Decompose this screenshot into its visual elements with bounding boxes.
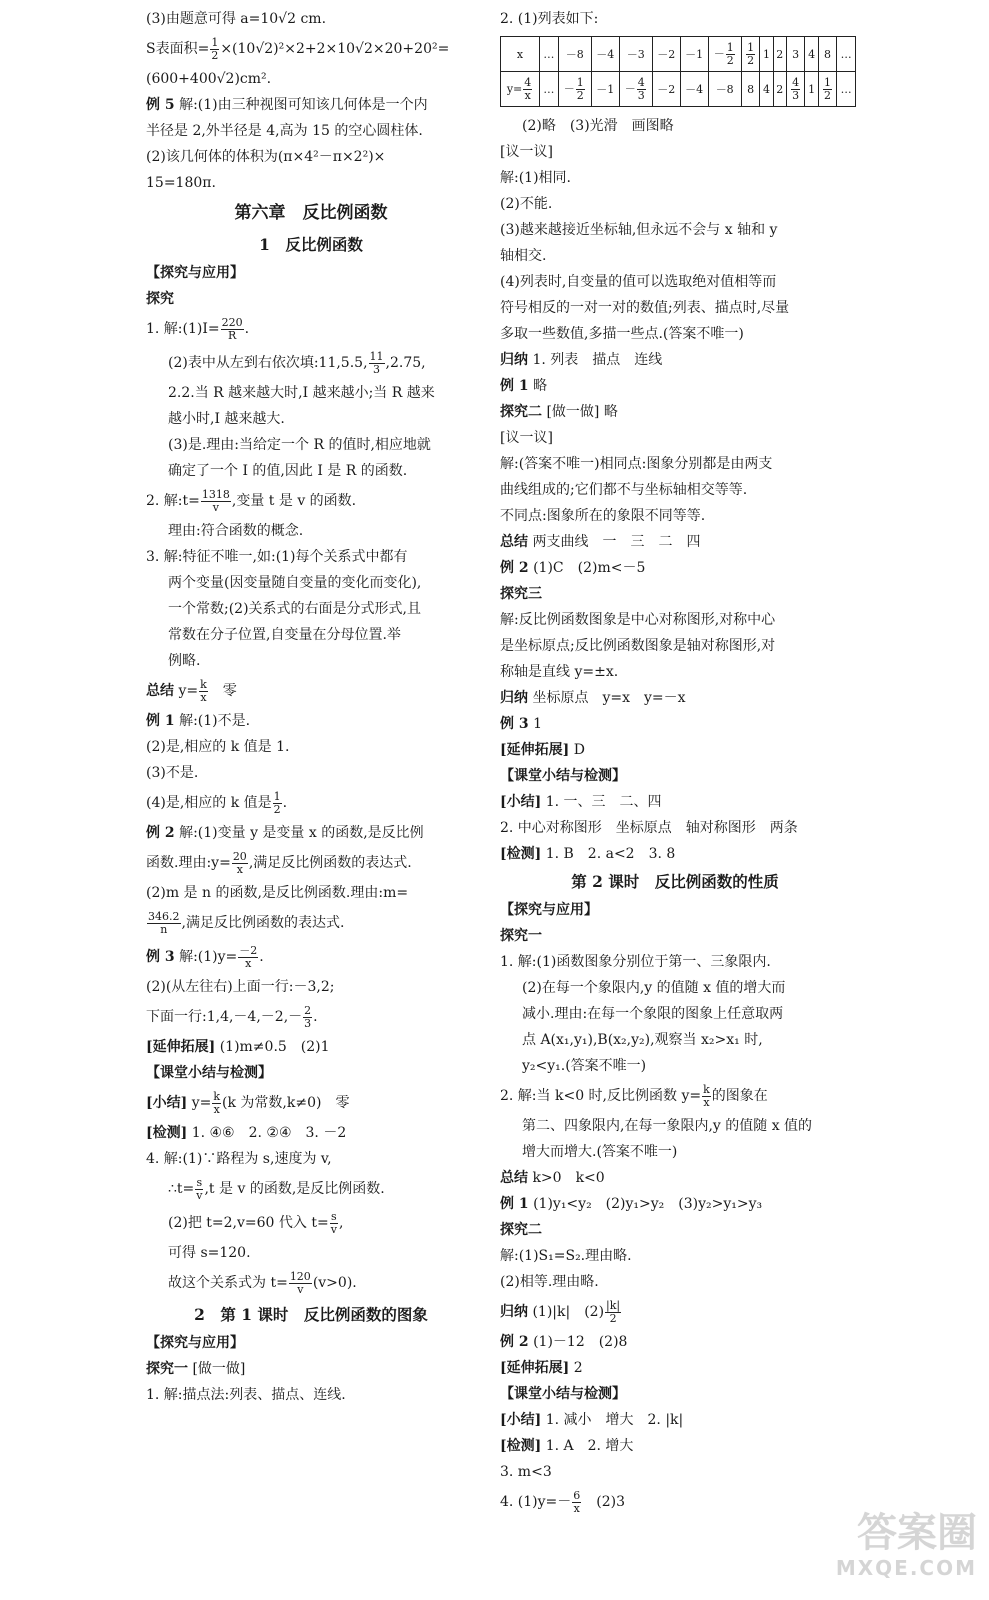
watermark-url: MXQE.COM [835,1556,977,1580]
subsection-label: 探究二 [500,1222,542,1238]
text-line: 例 2 (1)－12 (2)8 [500,1334,628,1350]
text-line: 2. 解:当 k<0 时,反比例函数 y= $\frac{k}{x}$ 的图象在 [500,1082,768,1109]
text-line: 例 2 解:(1)变量 y 是变量 x 的函数,是反比例 [146,825,424,841]
table-cell: － $\frac{1}{2}$ [708,37,741,72]
text-line: (2)表中从左到右依次填:11,5.5, $\frac{11}{3}$ ,2.75, [168,349,426,376]
text-line: $\frac{346.2}{n}$ ,满足反比例函数的表达式. [148,909,345,936]
fraction: $\frac{1}{2}$ [824,75,832,102]
right-column [500,6,850,1519]
fraction: $\frac{6}{x}$ [573,1488,581,1515]
text-line: [检测] 1. A 2. 增大 [500,1438,634,1454]
text-line: 总结 k>0 k<0 [500,1170,605,1186]
text-line: (2)略 (3)光滑 画图略 [522,118,674,134]
text-line: 解:(答案不唯一)相同点:图象分别都是由两支 [500,456,773,472]
text-line: 3. 解:特征不唯一,如:(1)每个关系式中都有 [146,549,408,565]
table-cell: －4 [591,37,619,72]
table-cell: －2 [652,37,680,72]
table-cell: －1 [591,72,619,107]
section-title: 1 反比例函数 [259,235,363,254]
fraction: $\frac{4}{3}$ [792,75,800,102]
text-line: (2)不能. [500,196,553,212]
table-cell: 2 [773,37,786,72]
table-cell: … [837,72,856,107]
text-line: 2. 解:t= $\frac{1318}{v}$ ,变量 t 是 v 的函数. [146,487,357,514]
section-label: 【探究与应用】 [146,1335,244,1351]
table-row [501,37,856,72]
text-line: 归纳 1. 列表 描点 连线 [500,352,663,368]
text-line: 归纳 坐标原点 y=x y=－x [500,690,686,706]
text-line: (2)在每一个象限内,y 的值随 x 值的增大而 [522,980,786,996]
text-line: (2)把 t=2,v=60 代入 t= $\frac{s}{v}$ , [168,1209,344,1236]
table-cell: 3 [786,37,805,72]
table-header-cell: x [501,37,540,72]
table-cell: … [837,37,856,72]
fraction: $\frac{20}{x}$ [232,849,247,876]
table-row [501,72,856,107]
text-line: (2)m 是 n 的函数,是反比例函数.理由:m= [146,885,409,901]
text-line: 例 5 解:(1)由三种视图可知该几何体是一个内 [146,97,428,113]
text-line: 例略. [168,653,201,669]
watermark-text: 答案圈 [857,1510,977,1556]
text-line: 例 2 (1)C (2)m<－5 [500,560,646,576]
text-line: 2.2.当 R 越来越大时,I 越来越小;当 R 越来 [168,385,435,401]
text-line: (600+400√2)cm². [146,71,272,87]
text-line: y₂<y₁.(答案不唯一) [522,1058,647,1074]
text-line: [延伸拓展] (1)m≠0.5 (2)1 [146,1039,330,1055]
table-cell: 4 [760,72,773,107]
text-line: [议一议] [500,430,553,446]
fraction: $\frac{1}{2}$ [211,35,219,62]
table-cell: 1 [760,37,773,72]
text-line: 4. 解:(1)∵路程为 s,速度为 v, [146,1151,332,1167]
text-line: 称轴是直线 y=±x. [500,664,619,680]
text-line: (2)相等.理由略. [500,1274,599,1290]
section-label: 【探究与应用】 [146,265,244,281]
table-cell: －3 [619,37,652,72]
table-cell: … [540,72,559,107]
fraction: $\frac{1318}{v}$ [201,487,230,514]
text-line: 一个常数;(2)关系式的右面是分式形式,且 [168,601,421,617]
fraction: $\frac{-2}{x}$ [239,943,258,970]
text-line: 增大而增大.(答案不唯一) [522,1144,678,1160]
text-line: 探究一 [做一做] [146,1361,246,1377]
text-line: 半径是 2,外半径是 4,高为 15 的空心圆柱体. [146,123,423,139]
fraction: $\frac{11}{3}$ [369,349,384,376]
table-cell: －8 [708,72,741,107]
text-line: [检测] 1. B 2. a<2 3. 8 [500,846,676,862]
fraction: $\frac{k}{x}$ [213,1089,221,1116]
fraction: $\frac{1}{2}$ [726,40,734,67]
text-line: 总结 y= $\frac{k}{x}$ 零 [146,677,237,704]
table-cell [741,37,760,72]
text-line: 总结 两支曲线 一 三 二 四 [500,534,701,550]
text-line: (3)由题意可得 a=10√2 cm. [146,11,327,27]
text-line: 越小时,I 越来越大. [168,411,285,427]
text-line: 不同点:图象所在的象限不同等等. [500,508,706,524]
text-line: 例 3 1 [500,716,542,732]
text-line: 例 1 略 [500,378,548,394]
text-line: 符号相反的一对一对的数值;列表、描点时,尽量 [500,300,790,316]
table-cell: 8 [741,72,760,107]
text-line: 可得 s=120. [168,1245,251,1261]
text-line: 函数.理由:y= $\frac{20}{x}$ ,满足反比例函数的表达式. [146,849,412,876]
fraction: $\frac{346.2}{n}$ [148,909,180,936]
table-cell: － $\frac{1}{2}$ [558,72,591,107]
text-line: (2)(从左往右)上面一行:－3,2; [146,979,335,995]
text-line: (4)是,相应的 k 值是 $\frac{1}{2}$ . [146,789,288,816]
table-cell: －4 [680,72,708,107]
text-line: [延伸拓展] 2 [500,1360,583,1376]
section-label: 【课堂小结与检测】 [500,1386,626,1402]
text-line: S表面积= $\frac{1}{2}$ ×(10√2)²×2+2×10√2×20+20²= [146,35,450,62]
left-column [146,6,476,1408]
text-line: 15=180π. [146,175,216,191]
subsection-label: 探究 [146,291,174,307]
text-line: 常数在分子位置,自变量在分母位置.举 [168,627,401,643]
text-line: 轴相交. [500,248,547,264]
text-line: 多取一些数值,多描一些点.(答案不唯一) [500,326,744,342]
fraction: $\frac{2}{3}$ [304,1003,312,1030]
fraction: $\frac{1}{2}$ [747,40,755,67]
text-line: 确定了一个 I 的值,因此 I 是 R 的函数. [168,463,408,479]
text-line: (3)是.理由:当给定一个 R 的值时,相应地就 [168,437,431,453]
text-line: 1. 解:(1)函数图象分别位于第一、三象限内. [500,954,771,970]
text-line: [延伸拓展] D [500,742,585,758]
chapter-title: 第六章 反比例函数 [234,203,388,223]
text-line: 2. 中心对称图形 坐标原点 轴对称图形 两条 [500,820,798,836]
text-line: (3)不是. [146,765,199,781]
section-title: 第 2 课时 反比例函数的性质 [571,872,779,891]
section-label: 【探究与应用】 [500,902,598,918]
text-line: (2)该几何体的体积为(π×4²－π×2²)× [146,149,386,165]
section-label: 【课堂小结与检测】 [500,768,626,784]
text-line: 解:反比例函数图象是中心对称图形,对称中心 [500,612,776,628]
text-line: [小结] 1. 减小 增大 2. |k| [500,1412,684,1428]
table-cell: 1 [805,72,818,107]
text-line: (2)是,相应的 k 值是 1. [146,739,290,755]
text-line: 例 3 解:(1)y= $\frac{-2}{x}$ . [146,943,264,970]
fraction: $\frac{220}{R}$ [221,315,243,342]
text-line: 1. 解:(1)I= $\frac{220}{R}$ . [146,315,250,342]
text-line: [议一议] [500,144,553,160]
text-line: 减小.理由:在每一个象限的图象上任意取两 [522,1006,784,1022]
table-header-cell: y= $\frac{4}{x}$ [501,72,540,107]
text-line: 第二、四象限内,在每一象限内,y 的值随 x 值的 [522,1118,813,1134]
fraction: $\frac{120}{v}$ [289,1269,311,1296]
text-line: 两个变量(因变量随自变量的变化而变化), [168,575,422,591]
text-line: 4. (1)y=－ $\frac{6}{x}$ (2)3 [500,1488,626,1515]
subsection-label: 探究一 [500,928,542,944]
text-line: [小结] 1. 一、三 二、四 [500,794,662,810]
text-line: 解:(1)相同. [500,170,571,186]
text-line: 归纳 (1)|k| (2) $\frac{|k|}{2}$ [500,1298,621,1325]
text-line: (3)越来越接近坐标轴,但永远不会与 x 轴和 y [500,222,778,238]
text-line: ∴t= $\frac{s}{v}$ ,t 是 v 的函数,是反比例函数. [168,1175,385,1202]
fraction: $\frac{k}{x}$ [703,1082,710,1109]
subsection-label: 探究三 [500,586,542,602]
fraction: $\frac{s}{v}$ [330,1209,337,1236]
table-cell: －1 [680,37,708,72]
table-cell: －2 [652,72,680,107]
text-line: 点 A(x₁,y₁),B(x₂,y₂),观察当 x₂>x₁ 时, [522,1032,763,1048]
fraction: $\frac{1}{2}$ [576,75,584,102]
text-line: 理由:符合函数的概念. [168,523,304,539]
text-line: [检测] 1. ④⑥ 2. ②④ 3. －2 [146,1125,347,1141]
value-table [500,36,856,107]
section-title: 2 第 1 课时 反比例函数的图象 [194,1305,428,1324]
text-line: 探究二 [做一做] 略 [500,404,618,420]
text-line: 故这个关系式为 t= $\frac{120}{v}$ (v>0). [168,1269,357,1296]
text-line: 1. 解:描点法:列表、描点、连线. [146,1387,346,1403]
text-line: 例 1 (1)y₁<y₂ (2)y₁>y₂ (3)y₂>y₁>y₃ [500,1196,763,1212]
text-line: 下面一行:1,4,－4,－2,－ $\frac{2}{3}$ . [146,1003,318,1030]
fraction: $\frac{1}{2}$ [273,789,281,816]
watermark-logo [787,1510,977,1590]
text-line: 解:(1)S₁=S₂.理由略. [500,1248,632,1264]
table-cell: 4 [805,37,818,72]
fraction: $\frac{4}{x}$ [524,75,532,102]
text-line: [小结] y= $\frac{k}{x}$ (k 为常数,k≠0) 零 [146,1089,350,1116]
section-label: 【课堂小结与检测】 [146,1065,272,1081]
table-cell: －8 [558,37,591,72]
table-cell: 2 [773,72,786,107]
fraction: $\frac{|k|}{2}$ [606,1298,621,1325]
text-line: 曲线组成的;它们都不与坐标轴相交等等. [500,482,748,498]
table-cell [786,72,805,107]
text-line: 例 1 解:(1)不是. [146,713,251,729]
table-cell: … [540,37,559,72]
text-line: 2. (1)列表如下: [500,11,599,27]
table-cell: 8 [818,37,837,72]
fraction: $\frac{4}{3}$ [637,75,645,102]
text-line: 是坐标原点;反比例函数图象是轴对称图形,对 [500,638,776,654]
text-line: 3. m<3 [500,1464,552,1480]
fraction: $\frac{s}{v}$ [196,1175,203,1202]
text-line: (4)列表时,自变量的值可以选取绝对值相等而 [500,274,777,290]
table-cell [818,72,837,107]
table-cell: － $\frac{4}{3}$ [619,72,652,107]
fraction: $\frac{k}{x}$ [200,677,207,704]
